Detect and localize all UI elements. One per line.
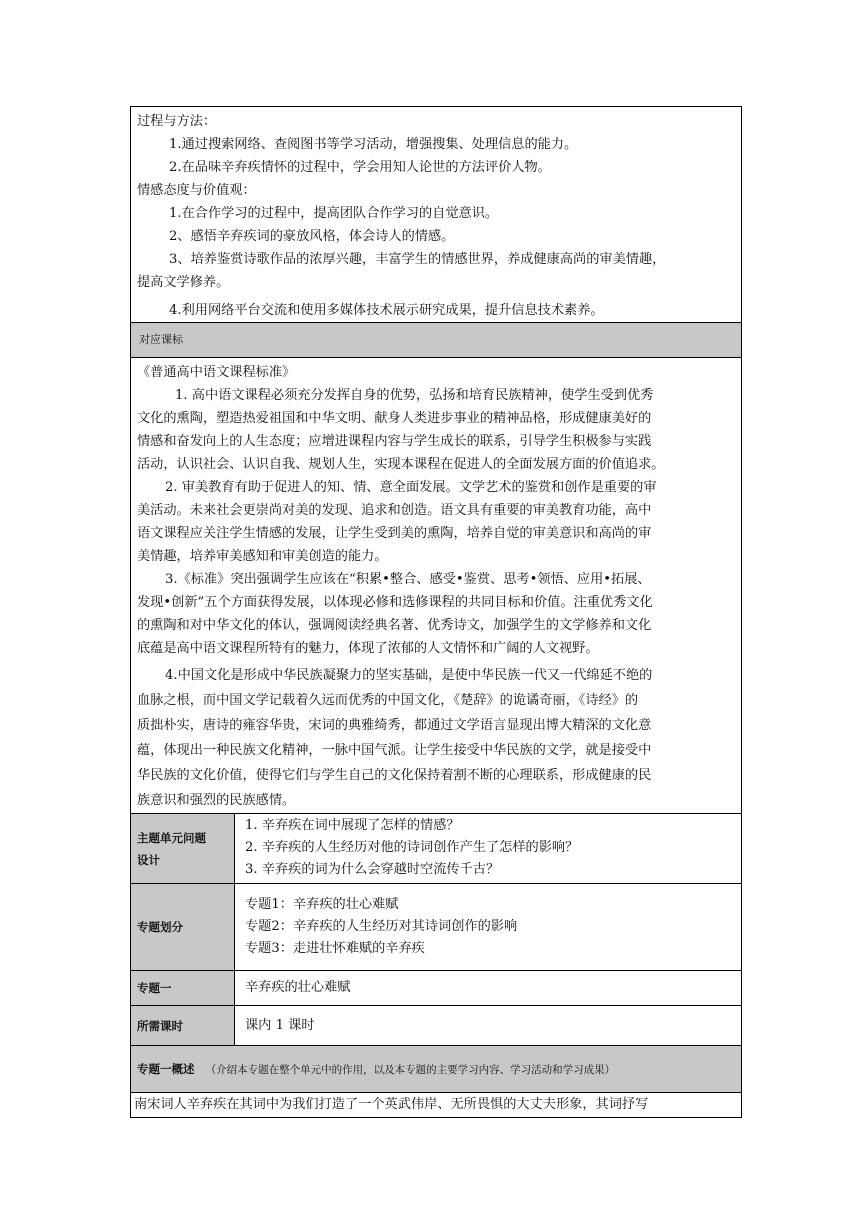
overview-text: 南宋词人辛弃疾在其词中为我们打造了一个英武伟岸、无所畏惧的大丈夫形象，其词抒写	[134, 1097, 649, 1112]
standards-header-row	[131, 323, 742, 358]
hours-label-cell	[131, 1006, 235, 1046]
standards-para1-line: 情感和奋发向上的人生态度；应增进课程内容与学生成长的联系，引导学生积极参与实践	[137, 434, 652, 449]
topic-item: 专题2：辛弃疾的人生经历对其诗词创作的影响	[245, 919, 518, 934]
hours-cell	[235, 1006, 742, 1046]
process-title: 过程与方法：	[137, 114, 217, 129]
overview-content-cell	[131, 1093, 742, 1118]
standards-para4-line: 华民族的文化价值，使得它们与学生自己的文化保持着割不断的心理联系，形成健康的民	[137, 768, 652, 783]
standards-para1-line: 文化的熏陶，塑造热爱祖国和中华文明、献身人类进步事业的精神品格，形成健康美好的	[137, 411, 652, 426]
standards-para4-line: 血脉之根，而中国文学记载着久远而优秀的中国文化，《楚辞》的诡谲奇丽，《诗经》的	[137, 693, 639, 708]
standards-para1-line: 活动，认识社会、认识自我、规划人生，实现本课程在促进人的全面发展方面的价值追求。	[137, 457, 665, 472]
overview-header-cell	[131, 1046, 742, 1093]
objectives-row	[131, 107, 742, 323]
standards-para3-line: 3.《标准》突出强调学生应该在“积累•整合、感受•鉴赏、思考•领悟、应用•拓展、	[165, 572, 651, 587]
topic-division-cell	[235, 884, 742, 971]
topic-division-label: 专题划分	[137, 920, 183, 934]
hours-label: 所需课时	[137, 1018, 183, 1033]
standards-header-cell	[131, 323, 742, 358]
theme-question: 3. 辛弃疾的词为什么会穿越时空流传千古？	[245, 862, 500, 877]
standards-para4-line: 族意识和强烈的民族感情。	[137, 793, 296, 808]
topic-one-label-cell	[131, 971, 235, 1006]
topic-one-value: 辛弃疾的壮心难赋	[245, 980, 351, 995]
emotion-item: 1.在合作学习的过程中，提高团队合作学习的自觉意识。	[169, 206, 499, 221]
theme-questions-row	[131, 814, 742, 884]
emotion-item-continued: 提高文学修养。	[137, 275, 230, 290]
overview-content-row	[131, 1093, 742, 1118]
overview-header-row	[131, 1046, 742, 1093]
hours-row	[131, 1006, 742, 1046]
standards-para2-line: 2. 审美教育有助于促进人的知、情、意全面发展。文学艺术的鉴赏和创作是重要的审	[165, 480, 657, 495]
topic-one-row	[131, 971, 742, 1006]
lesson-plan-document	[130, 106, 741, 1118]
topic-one-cell	[235, 971, 742, 1006]
theme-question: 1. 辛弃疾在词中展现了怎样的情感？	[245, 818, 460, 833]
theme-questions-cell	[235, 814, 742, 884]
standards-para3-line: 发现•创新”五个方面获得发展，以体现必修和选修课程的共同目标和价值。注重优秀文化	[137, 595, 653, 610]
emotion-item: 2、感悟辛弃疾词的豪放风格，体会诗人的情感。	[169, 229, 455, 244]
overview-note: （介绍本专题在整个单元中的作用，以及本专题的主要学习内容、学习活动和学习成果）	[205, 1064, 616, 1076]
process-item: 2.在品味辛弃疾情怀的过程中，学会用知人论世的方法评价人物。	[169, 160, 551, 175]
topic-item: 专题3：走进壮怀难赋的辛弃疾	[245, 941, 425, 956]
emotion-item: 3、培养鉴赏诗歌作品的浓厚兴趣，丰富学生的情感世界，养成健康高尚的审美情趣，	[169, 252, 666, 267]
topic-division-label-cell	[131, 884, 235, 971]
topic-item: 专题1：辛弃疾的壮心难赋	[245, 897, 399, 912]
standards-para2-line: 美活动。未来社会更崇尚对美的发现、追求和创造。语文具有重要的审美教育功能，高中	[137, 503, 652, 518]
standards-para1-line: 1. 高中语文课程必须充分发挥自身的优势，弘扬和培育民族精神，使学生受到优秀	[175, 388, 654, 403]
objectives-cell	[131, 107, 742, 323]
standards-para4-line: 4.中国文化是形成中华民族凝聚力的坚实基础，是使中华民族一代又一代绵延不绝的	[165, 668, 653, 683]
standards-header: 对应课标	[139, 333, 183, 346]
topic-one-label: 专题一	[137, 981, 172, 995]
hours-value: 课内 1 课时	[245, 1017, 315, 1033]
topic-division-row	[131, 884, 742, 971]
theme-questions-label-continued: 设计	[137, 852, 160, 867]
emotion-title: 情感态度与价值观：	[137, 183, 256, 198]
theme-question: 2. 辛弃疾的人生经历对他的诗词创作产生了怎样的影响？	[245, 840, 579, 855]
standards-para4-line: 蕴，体现出一种民族文化精神，一脉中国气派。让学生接受中华民族的文学，就是接受中	[137, 743, 652, 758]
overview-label: 专题一概述	[137, 1062, 195, 1076]
emotion-item: 4.利用网络平台交流和使用多媒体技术展示研究成果，提升信息技术素养。	[169, 303, 604, 318]
standards-content-row	[131, 358, 742, 814]
standards-para3-line: 底蕴是高中语文课程所特有的魅力，体现了浓郁的人文情怀和广阔的人文视野。	[137, 641, 599, 656]
standards-para3-line: 的熏陶和对中华文化的体认，强调阅读经典名著、优秀诗文，加强学生的文学修养和文化	[137, 618, 652, 633]
lesson-plan-table	[130, 106, 742, 1118]
standards-para4-line: 质拙朴实，唐诗的雍容华贵，宋词的典雅绮秀，都通过文学语言显现出博大精深的文化意	[137, 718, 652, 733]
standards-para2-line: 语文课程应关注学生情感的发展，让学生受到美的熏陶，培养自觉的审美意识和高尚的审	[137, 526, 652, 541]
theme-questions-label: 主题单元问题	[137, 830, 206, 845]
process-item: 1.通过搜索网络、查阅图书等学习活动，增强搜集、处理信息的能力。	[169, 137, 578, 152]
theme-questions-label-cell	[131, 814, 235, 884]
standards-para2-line: 美情趣，培养审美感知和审美创造的能力。	[137, 549, 388, 564]
standards-content-cell	[131, 358, 742, 814]
standards-doc-title: 《普通高中语文课程标准》	[137, 365, 296, 380]
